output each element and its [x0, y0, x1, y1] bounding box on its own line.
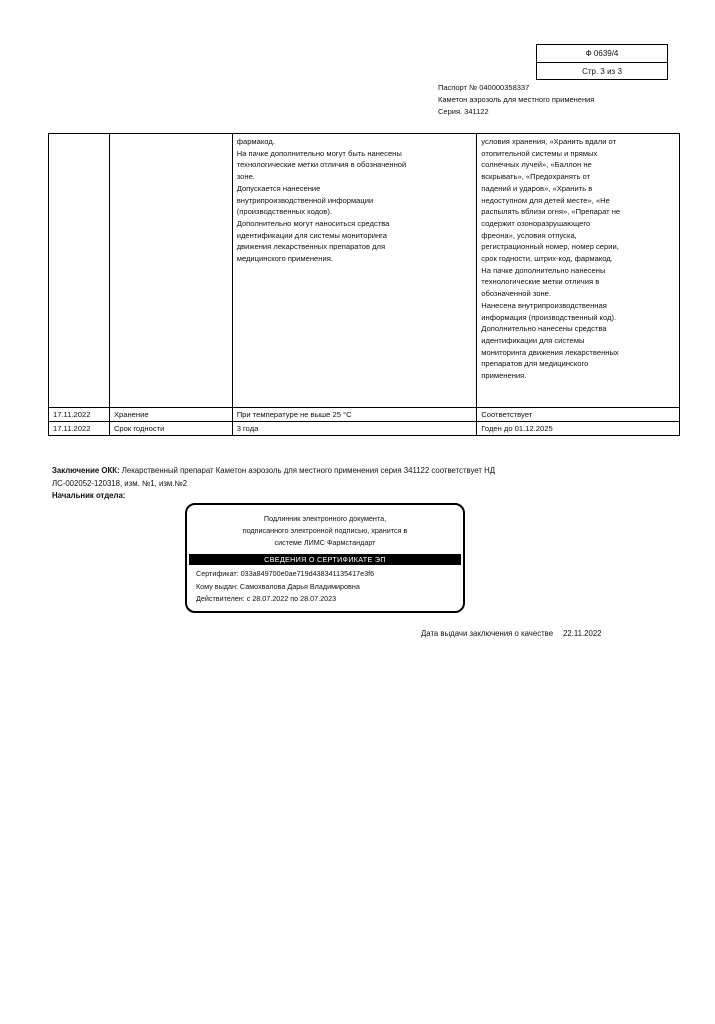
table-row [49, 422, 680, 436]
certificate-info-bar: СВЕДЕНИЯ О СЕРТИФИКАТЕ ЭП [189, 554, 461, 565]
series-number: Серия. 341122 [438, 107, 489, 116]
conclusion-text-2: ЛС-002052-120318, изм. №1, изм.№2 [52, 478, 188, 488]
page-number: Стр. 3 из 3 [582, 67, 622, 76]
department-head-label: Начальник отдела: [52, 491, 126, 500]
row-test: Срок годности [109, 422, 232, 436]
certificate-owner: Кому выдан: Самохвалова Дарья Владимировна [196, 581, 360, 591]
qc-conclusion [52, 465, 652, 503]
issue-date-label: Дата выдачи заключения о качестве [421, 629, 554, 638]
row-requirement: При температуре не выше 25 °С [232, 408, 477, 422]
certificate-validity: Действителен: с 28.07.2022 по 28.07.2023 [196, 594, 337, 603]
conclusion-label: Заключение ОКК: [52, 466, 120, 475]
stamp-line-2: подписанного электронной подписью, хранится в [242, 526, 408, 535]
cell-requirement-continued: фармакод. На пачке дополнительно могут быть нанесены технологические метки отличия в обозначенной зоне. Допускается нанесение внутрипроизводственной информации (производственных кодов). Дополнительно могут наноситься средства идентификации для системы мониторинга движения лекарственных препаратов для медицинского применения. [232, 134, 477, 408]
row-test: Хранение [109, 408, 232, 422]
table-row [49, 408, 680, 422]
test-results-table [48, 133, 680, 436]
form-code: Ф 0639/4 [537, 45, 667, 63]
row-requirement: 3 года [232, 422, 477, 436]
row-result: Годен до 01.12.2025 [477, 422, 680, 436]
row-date: 17.11.2022 [49, 408, 110, 422]
issue-date-line [421, 629, 602, 638]
passport-number: Паспорт № 040000358337 [438, 83, 530, 92]
form-code-box [536, 44, 668, 80]
cell-result-continued: условия хранения, «Хранить вдали от отопительной системы и прямых солнечных лучей», «Баллон не вскрывать», «Предохранять от падений и ударов», «Хранить в недоступном для детей месте», «Не распылять вблизи огня», «Препарат не содержит озоноразрушающего фреона», условия отпуска, регистрационный номер, номер серии, срок годности, штрих-код, фармакод. На пачке дополнительно нанесены технологические метки отличия в обозначенной зоне. Нанесена внутрипроизводственная информация (производственный код). Дополнительно нанесены средства идентификации для системы мониторинга движения лекарственных препаратов для медицинского применения. [477, 134, 680, 408]
passport-header [438, 82, 594, 118]
conclusion-text: Лекарственный препарат Каметон аэрозоль для местного применения серия 341122 соответствует НД [119, 466, 496, 475]
cell-date-empty [49, 134, 110, 408]
table-row-continued [49, 134, 680, 408]
row-date: 17.11.2022 [49, 422, 110, 436]
stamp-line-1: Подлинник электронного документа, [263, 514, 387, 523]
product-name: Каметон аэрозоль для местного применения [438, 95, 595, 104]
issue-date: 22.11.2022 [563, 629, 602, 638]
stamp-line-3: системе ЛИМС Фармстандарт [274, 538, 376, 547]
cell-test-empty [109, 134, 232, 408]
certificate-number: Сертификат: 033a849700e0ae719d438341135417e3f6 [196, 569, 375, 578]
row-result: Соответствует [477, 408, 680, 422]
e-signature-stamp [185, 503, 465, 613]
